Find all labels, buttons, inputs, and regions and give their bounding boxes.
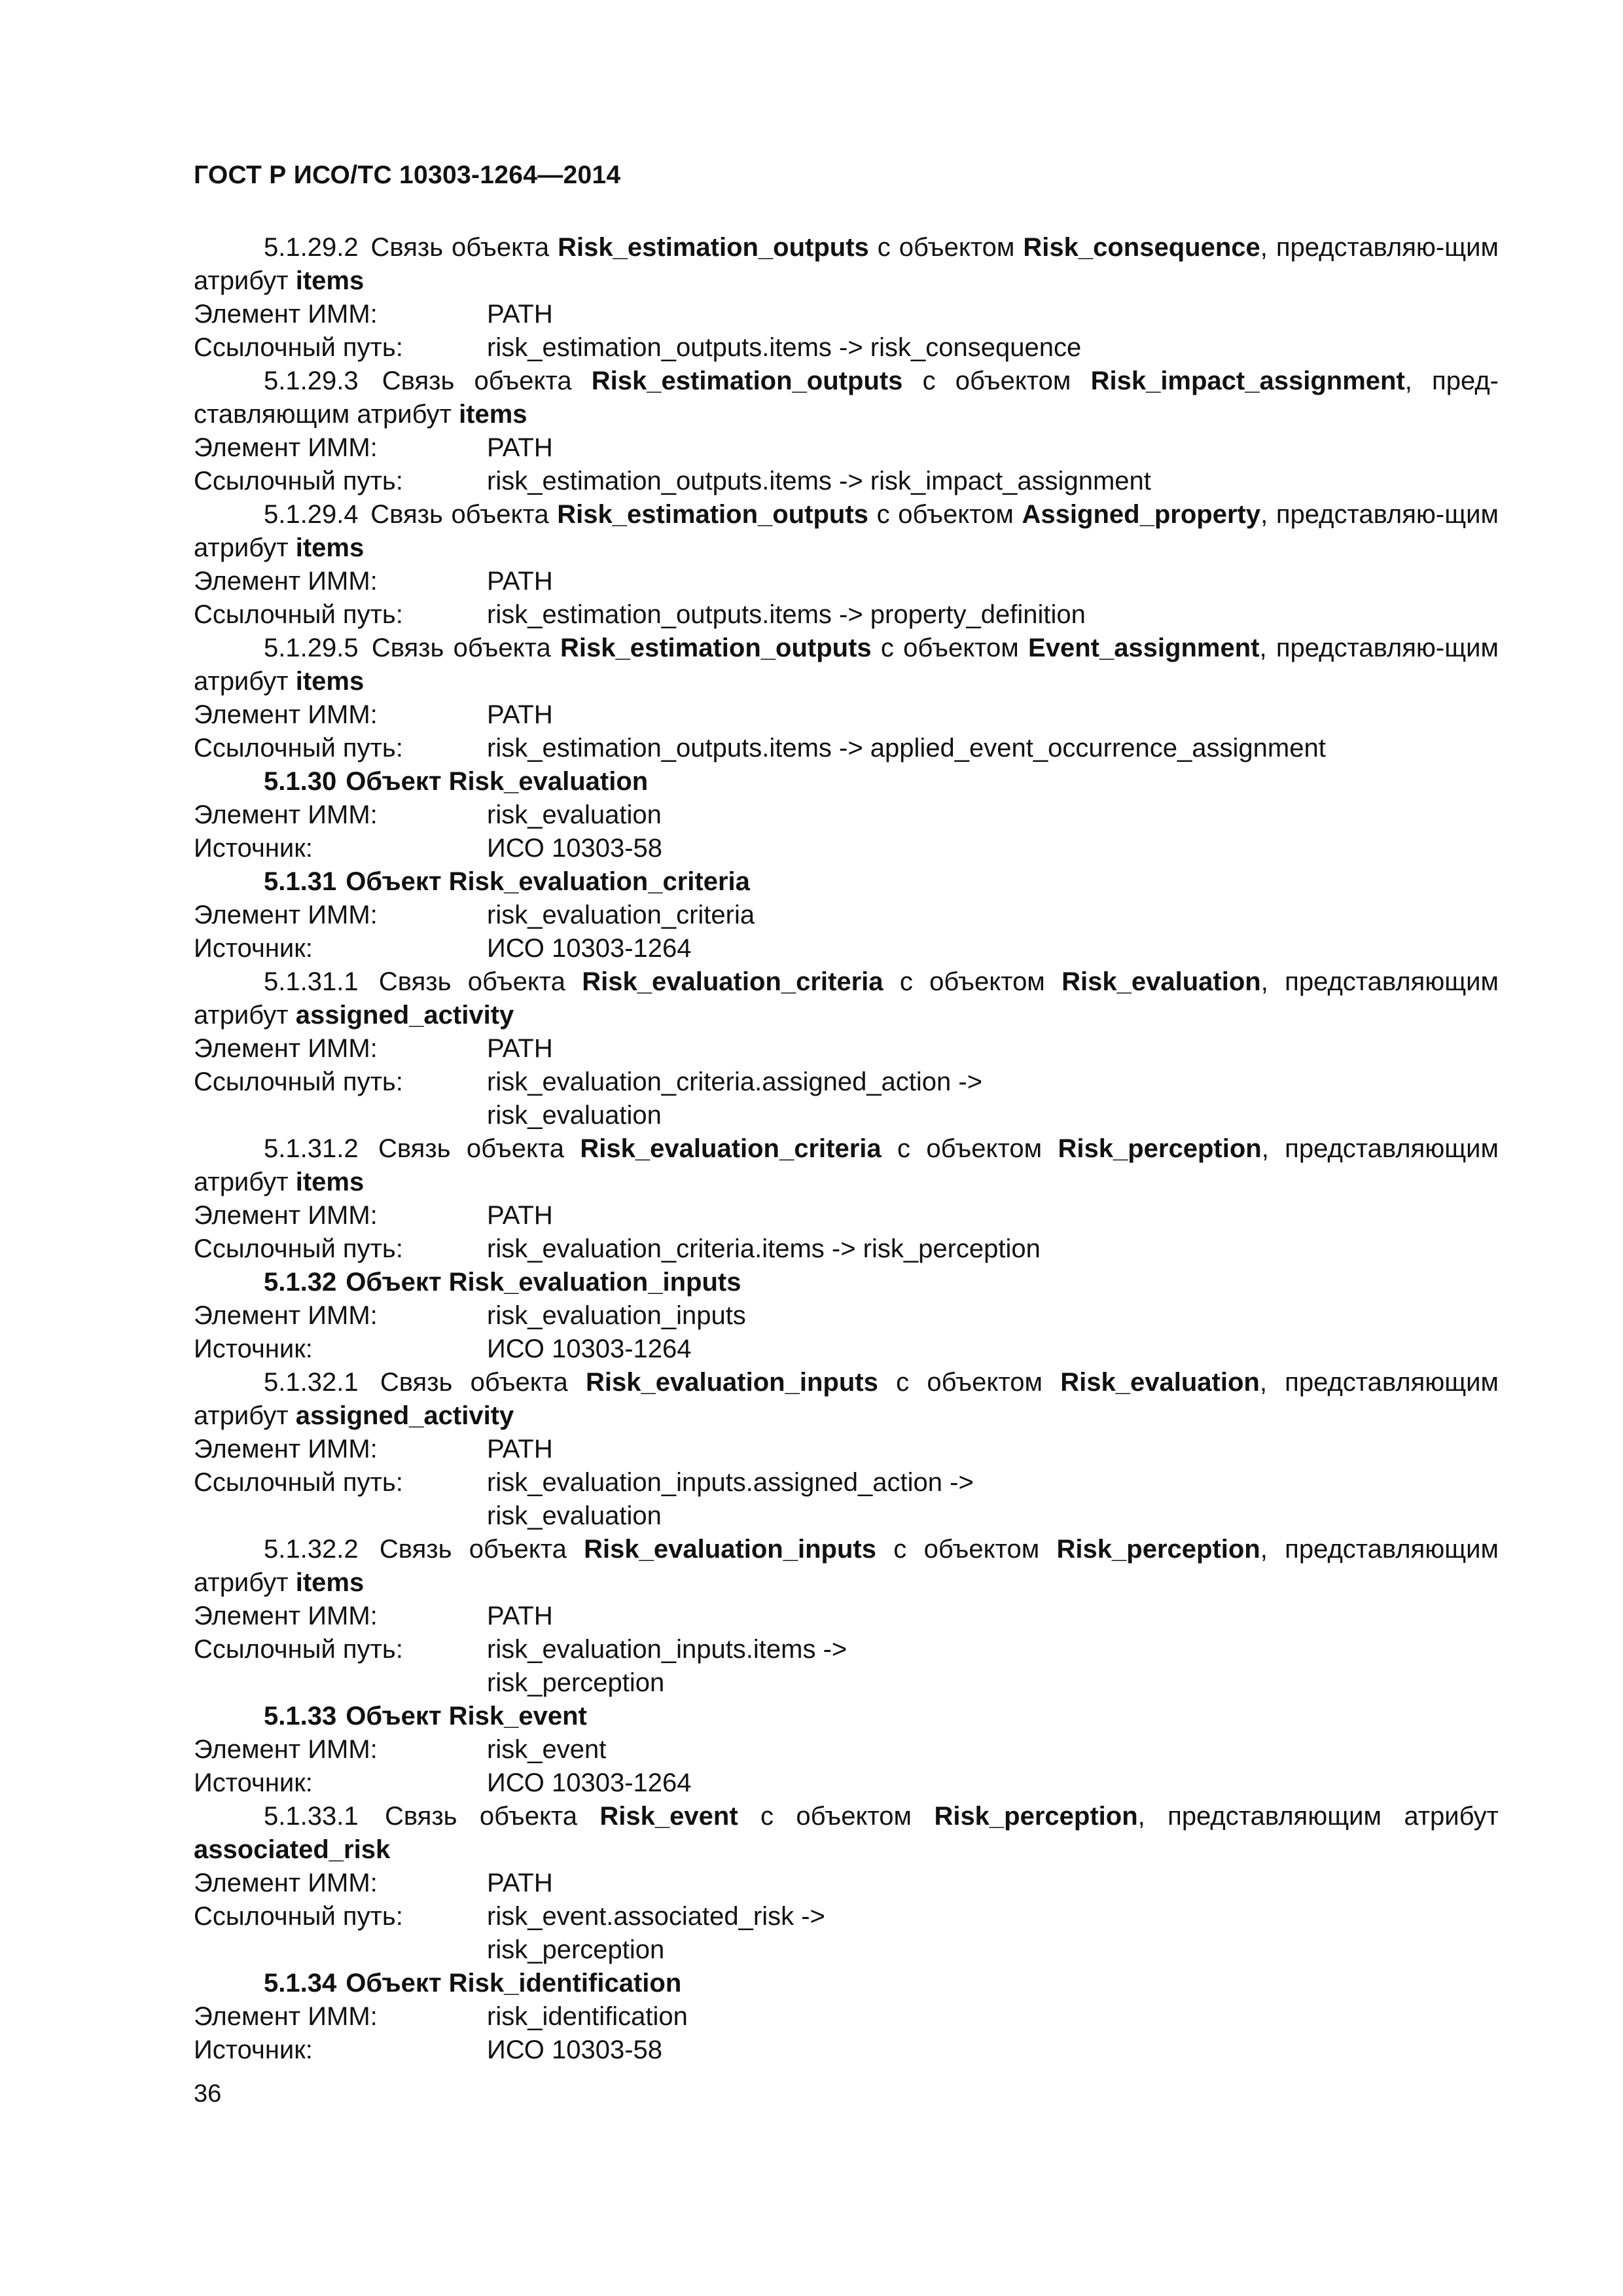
ref_path-row <box>194 598 1499 632</box>
ref_path-row <box>194 1933 1499 1967</box>
paragraph-text: Связь объекта <box>378 1134 580 1163</box>
ref_path-label: Ссылочный путь: <box>194 467 403 495</box>
paragraph-text: , представляющим атрибут <box>194 1535 1499 1597</box>
source-label: Источник: <box>194 2036 313 2064</box>
element-row <box>194 298 1499 331</box>
element-label: Элемент ИММ: <box>194 1435 378 1463</box>
element-value: PATH <box>487 1602 553 1630</box>
element-row <box>194 565 1499 598</box>
element-label: Элемент ИММ: <box>194 567 378 596</box>
paragraph-text: , представляю-щим атрибут <box>194 634 1499 696</box>
paragraph-text: с объектом <box>868 233 1024 262</box>
ref_path-value: risk_evaluation <box>487 1101 662 1130</box>
ref_path-label: Ссылочный путь: <box>194 1902 403 1931</box>
relation-paragraph <box>194 1366 1499 1433</box>
paragraph-text: , представляющим атрибут <box>194 1134 1499 1196</box>
ref_path-row <box>194 465 1499 498</box>
entity-name: Assigned_property <box>1022 500 1261 529</box>
ref_path-value: risk_evaluation_criteria.assigned_action -> <box>487 1067 983 1096</box>
paragraph-text: с объектом <box>871 634 1029 662</box>
section-title: Объект Risk_evaluation <box>346 767 649 796</box>
ref_path-row <box>194 1099 1499 1132</box>
element-label: Элемент ИММ: <box>194 901 378 929</box>
ref_path-label <box>194 1099 487 1132</box>
element-label: Элемент ИММ: <box>194 433 378 462</box>
element-label: Элемент ИММ: <box>194 1034 378 1063</box>
paragraph-text: Связь объекта <box>378 967 582 996</box>
source-value: ИСО 10303-58 <box>487 834 663 863</box>
ref_path-row <box>194 732 1499 765</box>
section-number: 5.1.33 <box>264 1702 337 1731</box>
ref_path-row <box>194 1232 1499 1266</box>
ref_path-row <box>194 1633 1499 1666</box>
ref_path-label <box>194 1499 487 1533</box>
clause-number: 5.1.29.4 <box>264 500 359 529</box>
element-value: risk_evaluation_inputs <box>487 1301 746 1330</box>
section-heading <box>194 1700 1499 1733</box>
relation-paragraph <box>194 632 1499 698</box>
paragraph-text: Связь объекта <box>382 367 592 395</box>
entity-name: items <box>295 533 365 562</box>
clause-number: 5.1.32.1 <box>264 1368 359 1397</box>
entity-name: Risk_evaluation_criteria <box>582 967 883 996</box>
source-row <box>194 1767 1499 1800</box>
element-value: PATH <box>487 700 553 729</box>
paragraph-text: с объектом <box>883 967 1062 996</box>
element-value: risk_event <box>487 1735 607 1764</box>
element-label: Элемент ИММ: <box>194 1602 378 1630</box>
section-number: 5.1.31 <box>264 867 337 896</box>
element-label: Элемент ИММ: <box>194 1735 378 1764</box>
element-value: PATH <box>487 1034 553 1063</box>
source-value: ИСО 10303-58 <box>487 2036 663 2064</box>
element-row <box>194 1433 1499 1466</box>
clause-number: 5.1.29.5 <box>264 634 359 662</box>
paragraph-text: Связь объекта <box>379 1535 584 1564</box>
ref_path-value: risk_estimation_outputs.items -> risk_consequence <box>487 333 1082 362</box>
source-row <box>194 2034 1499 2067</box>
clause-number: 5.1.29.3 <box>264 367 359 395</box>
ref_path-label: Ссылочный путь: <box>194 1468 403 1497</box>
ref_path-value: risk_perception <box>487 1935 665 1964</box>
entity-name: items <box>295 1568 365 1597</box>
paragraph-text: , представляю-щим атрибут <box>194 500 1499 562</box>
ref_path-row <box>194 1066 1499 1099</box>
ref_path-value: risk_evaluation_criteria.items -> risk_perception <box>487 1234 1041 1263</box>
paragraph-text: с объектом <box>738 1802 935 1831</box>
section-heading <box>194 765 1499 798</box>
element-row <box>194 1867 1499 1900</box>
source-value: ИСО 10303-1264 <box>487 934 692 963</box>
source-row <box>194 1333 1499 1366</box>
ref_path-value: risk_evaluation_inputs.items -> <box>487 1635 847 1664</box>
source-label: Источник: <box>194 834 313 863</box>
element-row <box>194 698 1499 732</box>
paragraph-text: с объектом <box>868 500 1022 529</box>
entity-name: items <box>459 400 527 429</box>
entity-name: associated_risk <box>194 1835 391 1864</box>
element-row <box>194 2000 1499 2034</box>
element-row <box>194 798 1499 832</box>
clause-number: 5.1.32.2 <box>264 1535 359 1564</box>
paragraph-text: , пред-ставляющим атрибут <box>194 367 1499 429</box>
section-heading <box>194 865 1499 899</box>
element-row <box>194 1199 1499 1232</box>
entity-name: Risk_estimation_outputs <box>591 367 903 395</box>
element-value: PATH <box>487 433 553 462</box>
paragraph-text: с объектом <box>876 1535 1057 1564</box>
paragraph-text: , представляющим атрибут <box>1137 1802 1499 1831</box>
element-row <box>194 1299 1499 1333</box>
entity-name: Risk_evaluation <box>1060 1368 1260 1397</box>
element-row <box>194 899 1499 932</box>
relation-paragraph <box>194 231 1499 298</box>
relation-paragraph <box>194 1800 1499 1867</box>
paragraph-text: Связь объекта <box>370 500 558 529</box>
document-header: ГОСТ Р ИСО/ТС 10303-1264—2014 <box>194 161 621 189</box>
ref_path-value: risk_event.associated_risk -> <box>487 1902 825 1931</box>
ref_path-label: Ссылочный путь: <box>194 1635 403 1664</box>
entity-name: Risk_evaluation_inputs <box>586 1368 878 1397</box>
ref_path-value: risk_estimation_outputs.items -> applied_event_occurrence_assignment <box>487 734 1326 762</box>
ref_path-row <box>194 1466 1499 1499</box>
source-value: ИСО 10303-1264 <box>487 1768 692 1797</box>
relation-paragraph <box>194 498 1499 565</box>
ref_path-row <box>194 1499 1499 1533</box>
entity-name: Risk_estimation_outputs <box>558 233 869 262</box>
ref_path-value: risk_perception <box>487 1668 665 1697</box>
source-value: ИСО 10303-1264 <box>487 1335 692 1363</box>
relation-paragraph <box>194 365 1499 431</box>
paragraph-text: Связь объекта <box>370 233 558 262</box>
entity-name: Risk_perception <box>1056 1535 1260 1564</box>
document-body <box>194 231 1499 2067</box>
entity-name: Risk_estimation_outputs <box>560 634 872 662</box>
section-title: Объект Risk_identification <box>346 1969 682 1998</box>
paragraph-text: , представляющим атрибут <box>194 1368 1499 1430</box>
source-label: Источник: <box>194 1335 313 1363</box>
section-number: 5.1.34 <box>264 1969 337 1998</box>
section-heading <box>194 1967 1499 2000</box>
ref_path-label <box>194 1666 487 1700</box>
ref_path-label: Ссылочный путь: <box>194 1067 403 1096</box>
ref_path-value: risk_evaluation_inputs.assigned_action -> <box>487 1468 974 1497</box>
entity-name: assigned_activity <box>295 1401 514 1430</box>
element-label: Элемент ИММ: <box>194 800 378 829</box>
source-label: Источник: <box>194 934 313 963</box>
element-value: PATH <box>487 567 553 596</box>
ref_path-value: risk_estimation_outputs.items -> risk_impact_assignment <box>487 467 1151 495</box>
clause-number: 5.1.29.2 <box>264 233 359 262</box>
section-title: Объект Risk_evaluation_inputs <box>346 1268 741 1297</box>
element-label: Элемент ИММ: <box>194 1869 378 1897</box>
section-number: 5.1.30 <box>264 767 337 796</box>
element-label: Элемент ИММ: <box>194 700 378 729</box>
ref_path-label: Ссылочный путь: <box>194 1234 403 1263</box>
element-value: PATH <box>487 1869 553 1897</box>
paragraph-text: Связь объекта <box>380 1368 586 1397</box>
ref_path-label <box>194 1933 487 1967</box>
page-number: 36 <box>194 2080 222 2108</box>
source-label: Источник: <box>194 1768 313 1797</box>
ref_path-label: Ссылочный путь: <box>194 333 403 362</box>
element-label: Элемент ИММ: <box>194 1201 378 1230</box>
entity-name: items <box>295 266 365 295</box>
clause-number: 5.1.31.1 <box>264 967 359 996</box>
clause-number: 5.1.31.2 <box>264 1134 359 1163</box>
entity-name: items <box>295 1168 365 1196</box>
entity-name: Risk_estimation_outputs <box>557 500 868 529</box>
entity-name: Risk_event <box>599 1802 738 1831</box>
ref_path-row <box>194 1900 1499 1933</box>
paragraph-text: с объектом <box>878 1368 1061 1397</box>
ref_path-value: risk_evaluation <box>487 1501 662 1530</box>
entity-name: items <box>295 667 365 696</box>
paragraph-text: с объектом <box>902 367 1091 395</box>
relation-paragraph <box>194 965 1499 1032</box>
section-title: Объект Risk_event <box>346 1702 587 1731</box>
ref_path-value: risk_estimation_outputs.items -> property_definition <box>487 600 1086 629</box>
element-value: risk_evaluation_criteria <box>487 901 755 929</box>
element-label: Элемент ИММ: <box>194 1301 378 1330</box>
entity-name: Risk_consequence <box>1023 233 1260 262</box>
source-row <box>194 932 1499 965</box>
clause-number: 5.1.33.1 <box>264 1802 359 1831</box>
entity-name: Event_assignment <box>1028 634 1260 662</box>
paragraph-text: Связь объекта <box>384 1802 600 1831</box>
element-label: Элемент ИММ: <box>194 2002 378 2031</box>
paragraph-text: Связь объекта <box>371 634 560 662</box>
element-value: risk_identification <box>487 2002 688 2031</box>
section-heading <box>194 1266 1499 1299</box>
entity-name: Risk_evaluation_criteria <box>580 1134 882 1163</box>
element-row <box>194 1032 1499 1066</box>
source-row <box>194 832 1499 865</box>
ref_path-row <box>194 1666 1499 1700</box>
entity-name: Risk_perception <box>1058 1134 1262 1163</box>
element-row <box>194 431 1499 465</box>
element-value: risk_evaluation <box>487 800 662 829</box>
entity-name: Risk_impact_assignment <box>1090 367 1405 395</box>
element-value: PATH <box>487 1435 553 1463</box>
ref_path-label: Ссылочный путь: <box>194 734 403 762</box>
paragraph-text: с объектом <box>881 1134 1058 1163</box>
paragraph-text: , представляю-щим атрибут <box>194 233 1499 295</box>
relation-paragraph <box>194 1533 1499 1600</box>
element-row <box>194 1733 1499 1767</box>
relation-paragraph <box>194 1132 1499 1199</box>
section-title: Объект Risk_evaluation_criteria <box>346 867 750 896</box>
section-number: 5.1.32 <box>264 1268 337 1297</box>
element-row <box>194 1600 1499 1633</box>
entity-name: Risk_perception <box>934 1802 1138 1831</box>
entity-name: Risk_evaluation_inputs <box>584 1535 876 1564</box>
paragraph-text: , представляющим атрибут <box>194 967 1499 1030</box>
element-value: PATH <box>487 1201 553 1230</box>
ref_path-label: Ссылочный путь: <box>194 600 403 629</box>
ref_path-row <box>194 331 1499 365</box>
entity-name: Risk_evaluation <box>1061 967 1261 996</box>
element-value: PATH <box>487 300 553 329</box>
entity-name: assigned_activity <box>295 1001 514 1030</box>
element-label: Элемент ИММ: <box>194 300 378 329</box>
